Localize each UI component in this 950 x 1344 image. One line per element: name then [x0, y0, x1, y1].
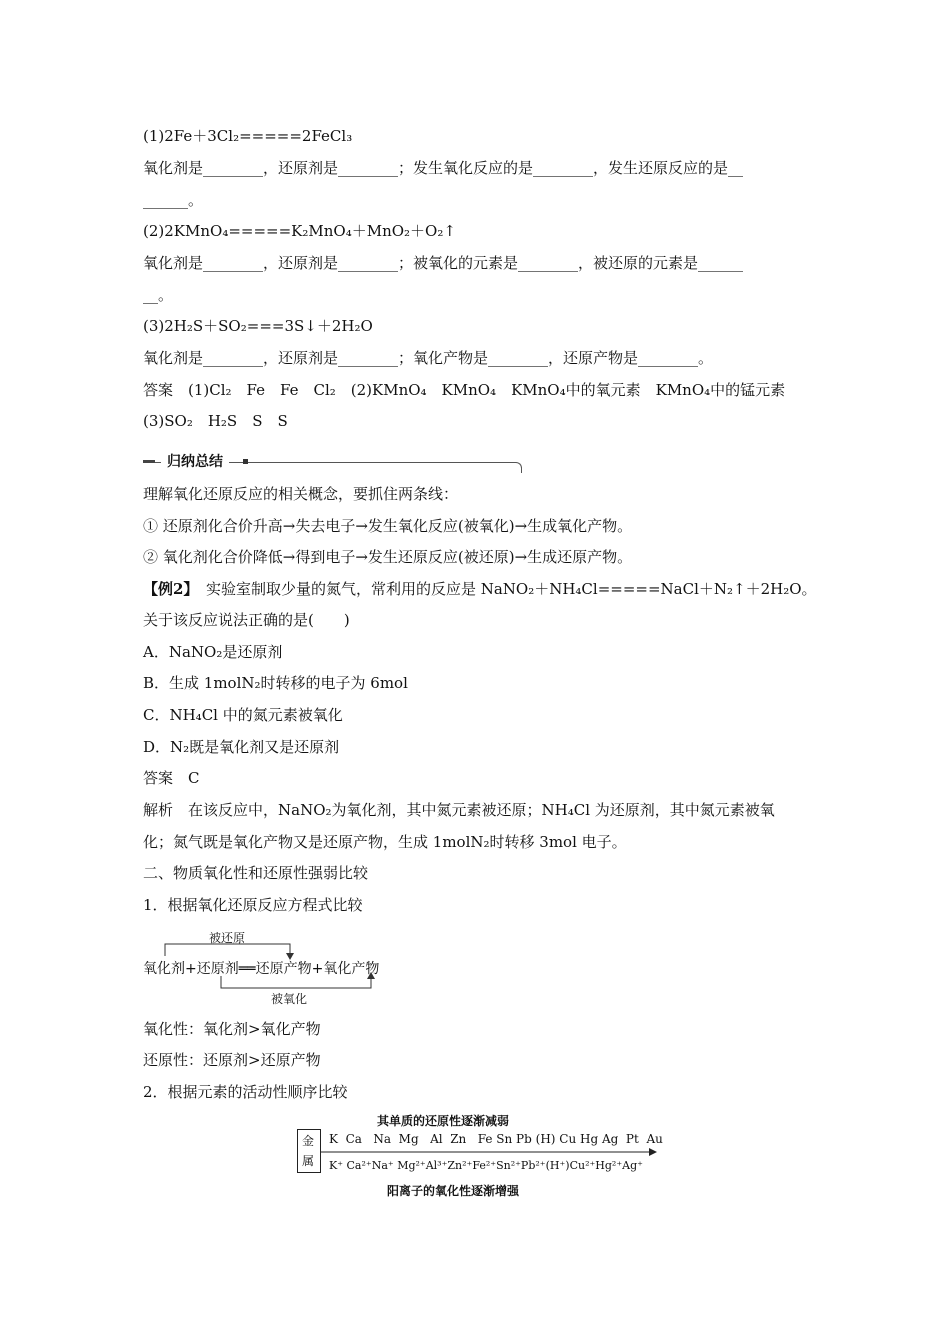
example2-stem: 实验室制取少量的氮气，常利用的反应是 NaNO₂＋NH₄Cl=====NaCl＋N₂↑＋2H₂O。: [190, 580, 817, 598]
option-d: D．N₂既是氧化剂又是还原剂: [143, 738, 340, 756]
metal-bottom-label: 阳离子的氧化性逐渐增强: [387, 1184, 520, 1198]
example2-label: 【例2】: [143, 580, 191, 598]
section2-heading: 二、物质氧化性和还原性强弱比较: [143, 864, 369, 882]
summary-point-1: ① 还原剂化合价升高→失去电子→发生氧化反应(被氧化)→生成氧化产物。: [143, 517, 633, 535]
option-a: A．NaNO₂是还原剂: [143, 643, 283, 661]
diagram-bottom-label: 被氧化: [271, 992, 308, 1006]
summary-title: 归纳总结: [161, 454, 229, 470]
option-b: B．生成 1molN₂时转移的电子为 6mol: [143, 674, 408, 692]
example2-stem-line: [143, 579, 817, 599]
q2-blank-line-cont: __。: [143, 286, 174, 304]
example2-analysis-2: 化；氮气既是氧化产物又是还原产物，生成 1molN₂时转移 3mol 电子。: [143, 833, 627, 851]
metal-box-label-2: 属: [302, 1154, 315, 1168]
q1-blank-line: 氧化剂是________，还原剂是________；发生氧化反应的是________，发生还原反应的是__: [143, 159, 744, 177]
q3-equation: (3)2H₂S＋SO₂===3S↓＋2H₂O: [143, 317, 373, 335]
q2-blank-line: 氧化剂是________，还原剂是________；被氧化的元素是________，被还原的元素是______: [143, 254, 744, 272]
ion-symbols: K⁺ Ca²⁺Na⁺ Mg²⁺Al³⁺Zn²⁺Fe²⁺Sn²⁺Pb²⁺(H⁺)Cu²⁺Hg²⁺Ag⁺: [329, 1159, 643, 1172]
example2-analysis-1: 解析 在该反应中，NaNO₂为氧化剂，其中氮元素被还原；NH₄Cl 为还原剂，其中氮元素被氧: [143, 801, 775, 819]
example2-answer: 答案 C: [143, 769, 200, 787]
answer-line-2: (3)SO₂ H₂S S S: [143, 412, 288, 430]
option-c: C．NH₄Cl 中的氮元素被氧化: [143, 706, 343, 724]
metal-box-label-1: 金: [302, 1134, 315, 1148]
diagram-top-label: 被还原: [209, 931, 246, 945]
summary-dash-icon: [143, 460, 155, 463]
reducing-comparison: 还原性：还原剂>还原产物: [143, 1051, 321, 1069]
metal-symbols: K Ca Na Mg Al Zn Fe Sn Pb (H) Cu Hg Ag Pt Au: [329, 1132, 663, 1146]
metal-top-label: 其单质的还原性逐渐减弱: [377, 1114, 510, 1128]
metal-arrowhead: [649, 1148, 657, 1156]
redox-diagram: [143, 926, 413, 1006]
summary-header: [143, 454, 521, 472]
q1-blank-line-cont: ______。: [143, 191, 204, 209]
q3-blank-line: 氧化剂是________，还原剂是________；氧化产物是________，还原产物是________。: [143, 349, 714, 367]
section2-sub2: 2．根据元素的活动性顺序比较: [143, 1083, 348, 1101]
answer-line-1: 答案 (1)Cl₂ Fe Fe Cl₂ (2)KMnO₄ KMnO₄ KMnO₄中的氧元素 KMnO₄中的锰元素: [143, 381, 786, 399]
summary-intro: 理解氧化还原反应的相关概念，要抓住两条线：: [143, 485, 459, 503]
summary-point-2: ② 氧化剂化合价降低→得到电子→发生还原反应(被还原)→生成还原产物。: [143, 548, 633, 566]
oxidizing-comparison: 氧化性：氧化剂>氧化产物: [143, 1020, 321, 1038]
q2-equation: (2)2KMnO₄=====K₂MnO₄＋MnO₂＋O₂↑: [143, 222, 456, 240]
metal-activity-chart: [297, 1112, 667, 1202]
metal-arrow: [297, 1146, 667, 1158]
example2-question: 关于该反应说法正确的是( ): [143, 611, 350, 629]
section2-sub1: 1．根据氧化还原反应方程式比较: [143, 896, 363, 914]
q1-equation: (1)2Fe＋3Cl₂=====2FeCl₃: [143, 127, 353, 145]
summary-square-icon: [243, 459, 248, 464]
diagram-equation: 氧化剂+还原剂══还原产物+氧化产物: [143, 961, 380, 977]
